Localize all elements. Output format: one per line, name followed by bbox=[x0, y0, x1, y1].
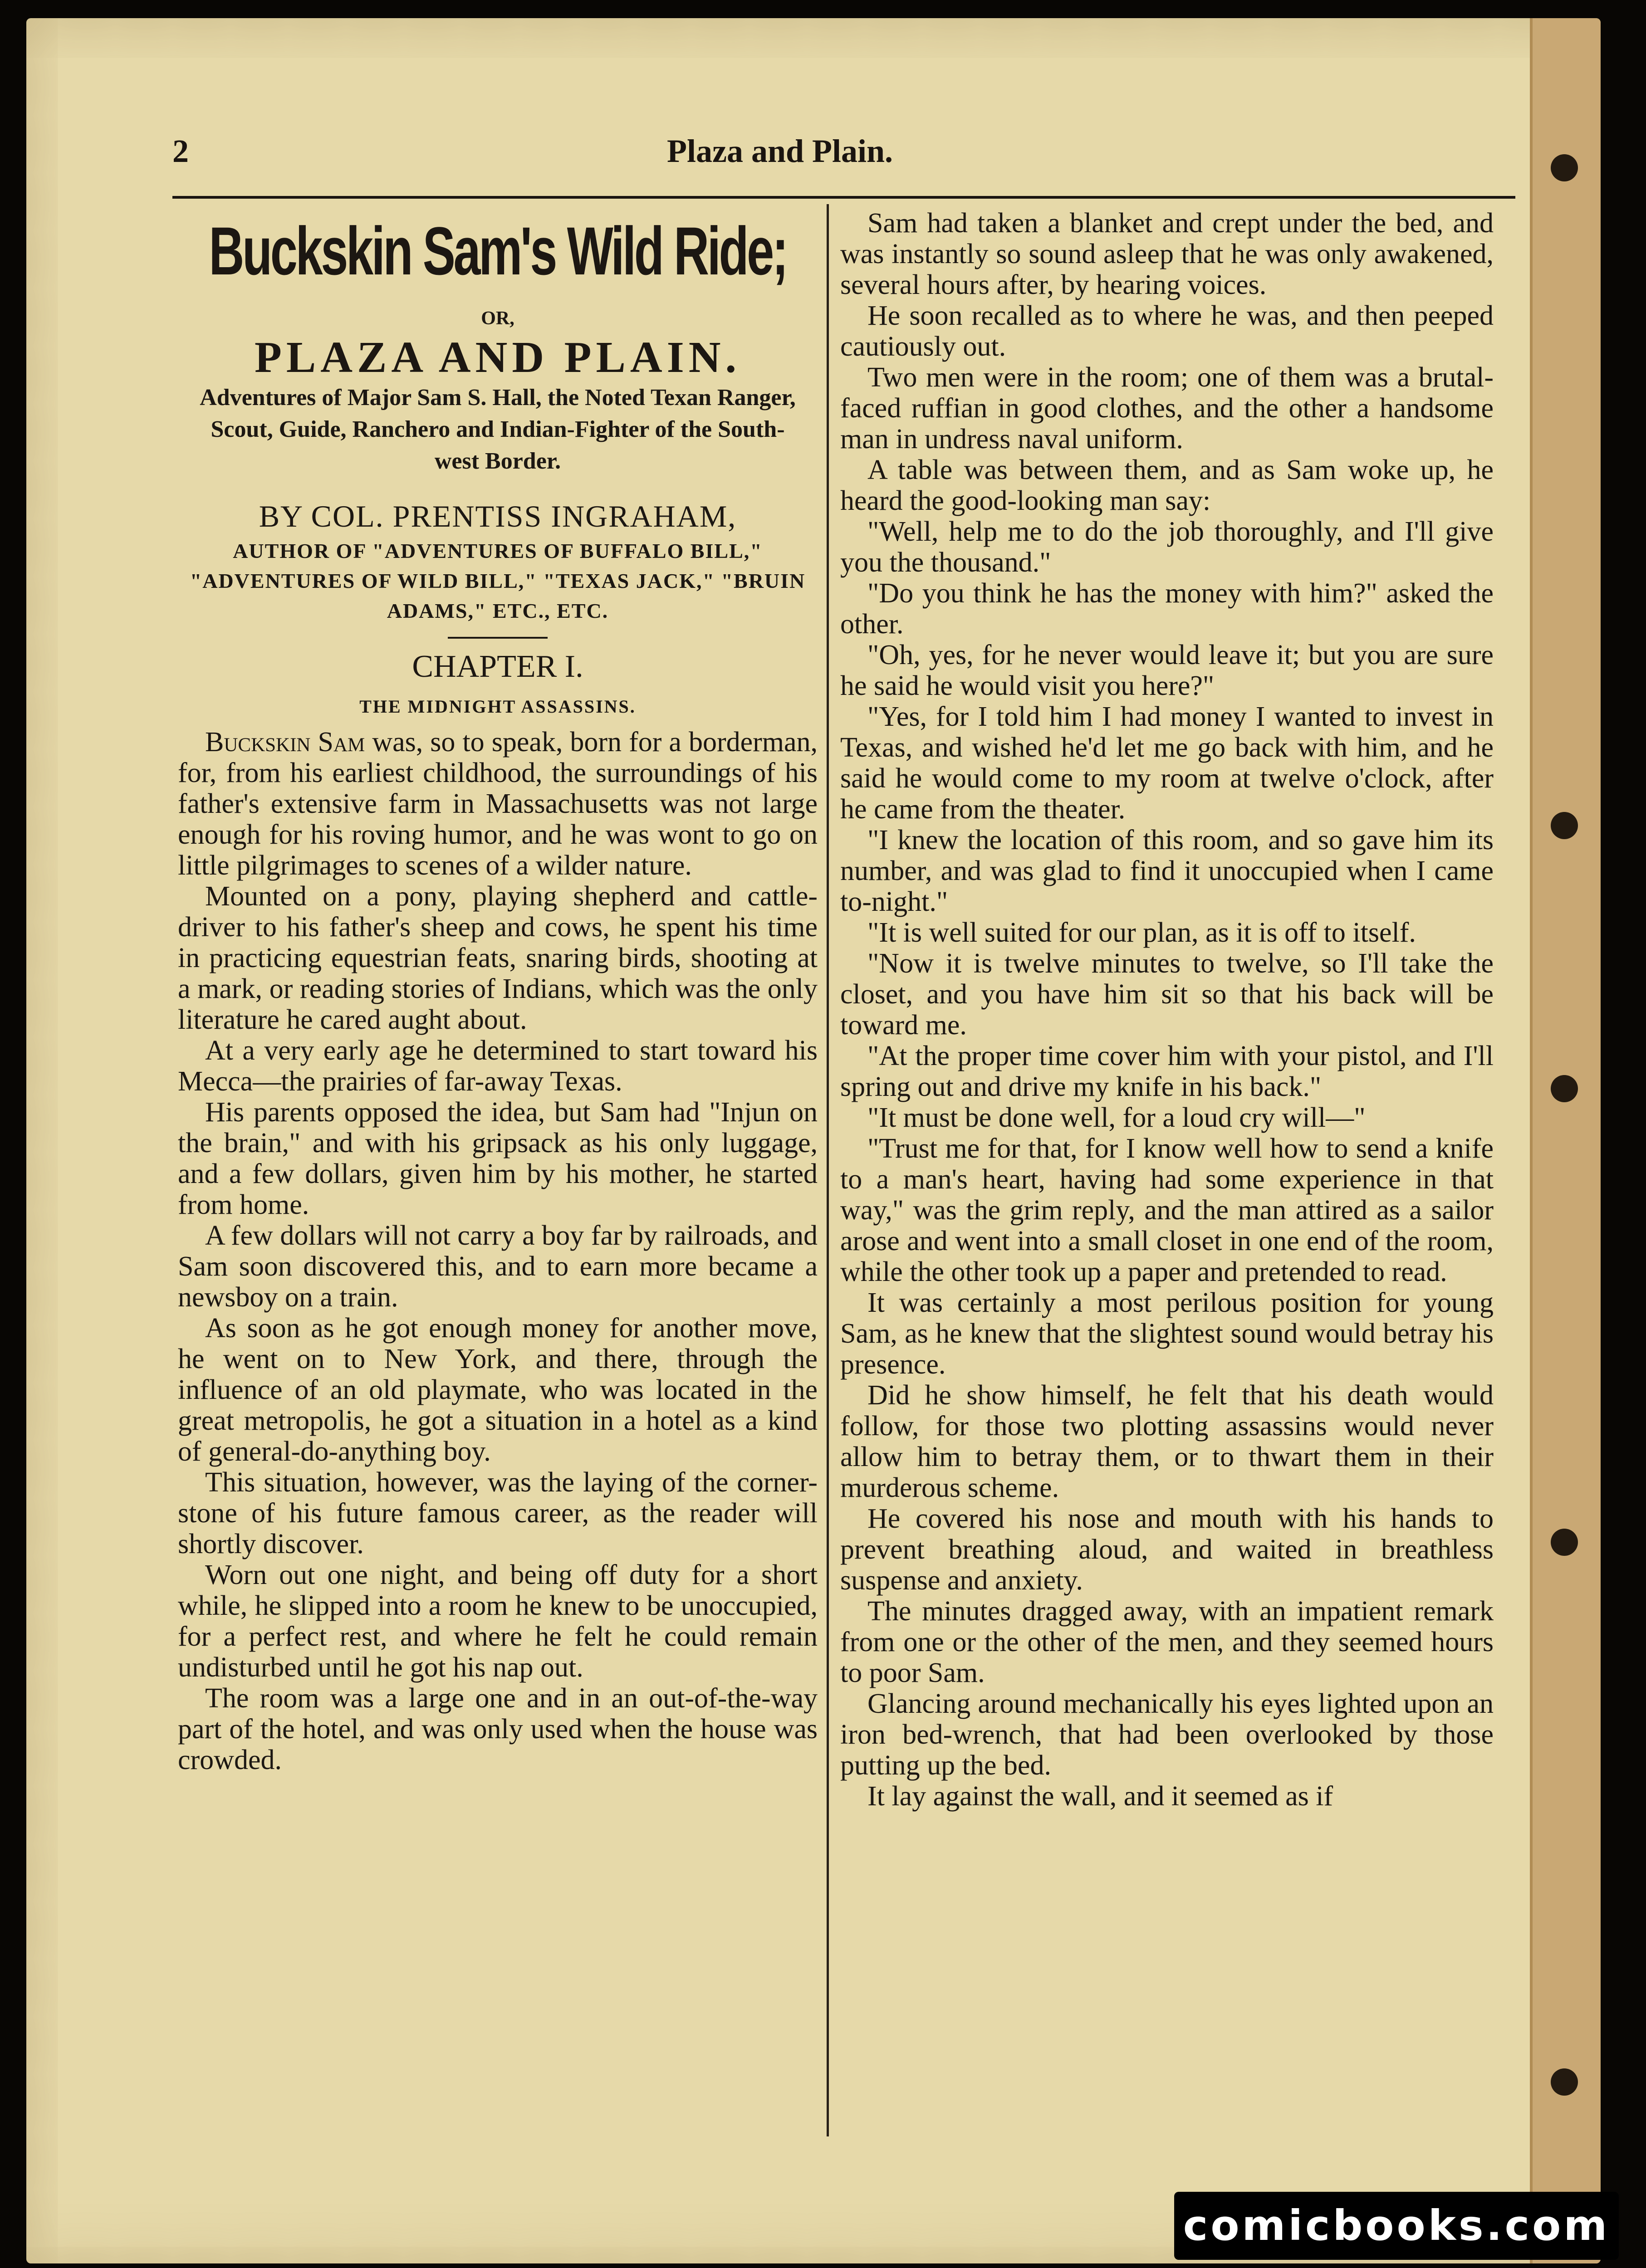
story-subtitle: PLAZA AND PLAIN. bbox=[254, 333, 741, 382]
paragraph: He soon recalled as to where he was, and then peeped cautiously out. bbox=[840, 300, 1494, 362]
paragraph: "Well, help me to do the job thoroughly, and I'll give you the thousand." bbox=[840, 516, 1494, 578]
paragraph: The minutes dragged away, with an impatient remark from one or the other of the men, and they seemed hours to poor Sam. bbox=[840, 1596, 1494, 1688]
paragraph: Two men were in the room; one of them was a brutal-faced ruffian in good clothes, and the other a handsome man in undress naval uniform. bbox=[840, 362, 1494, 455]
right-column bbox=[840, 208, 1494, 1812]
paragraph: Mounted on a pony, playing shepherd and cattle-driver to his father's sheep and cows, he spent his time in practicing equestrian feats, snaring birds, shooting at a mark, or reading stories of Indians, which was the only literature he cared aught about. bbox=[178, 881, 818, 1035]
stitch-mark bbox=[1551, 2068, 1578, 2096]
column-divider bbox=[827, 204, 829, 2136]
paragraph: It was certainly a most perilous position for young Sam, as he knew that the slightest sound would betray his presence. bbox=[840, 1287, 1494, 1380]
paragraph: "I knew the location of this room, and so gave him its number, and was glad to find it unoccupied when I came to-night." bbox=[840, 825, 1494, 917]
page-number: 2 bbox=[172, 133, 189, 169]
paragraph: "Now it is twelve minutes to twelve, so I'll take the closet, and you have him sit so that his back will be toward me. bbox=[840, 948, 1494, 1041]
paragraph: Worn out one night, and being off duty for a short while, he slipped into a room he knew to be unoccupied, for a perfect rest, and where he felt he could remain undisturbed until he got his nap out. bbox=[178, 1559, 818, 1683]
author-credits: AUTHOR OF "ADVENTURES OF BUFFALO BILL," "ADVENTURES OF WILD BILL," "TEXAS JACK," "BRUIN ADAMS," ETC., ETC. bbox=[190, 539, 806, 622]
paragraph: Did he show himself, he felt that his death would follow, for those two plotting assassins would never allow him to betray them, or to thwart them in their murderous scheme. bbox=[840, 1380, 1494, 1503]
byline: BY COL. PRENTISS INGRAHAM, bbox=[259, 499, 737, 533]
stitch-mark bbox=[1551, 1529, 1578, 1556]
paragraph: It lay against the wall, and it seemed as if bbox=[867, 1781, 1333, 1812]
short-rule bbox=[448, 637, 548, 639]
header-rule bbox=[172, 196, 1515, 199]
paragraph: "Do you think he has the money with him?" asked the other. bbox=[840, 578, 1494, 640]
paragraph: "It must be done well, for a loud cry will—" bbox=[867, 1102, 1366, 1133]
paragraph: At a very early age he determined to start toward his Mecca—the prairies of far-away Texas. bbox=[178, 1035, 818, 1097]
paragraph: A few dollars will not carry a boy far by railroads, and Sam soon discovered this, and to earn more became a newsboy on a train. bbox=[178, 1220, 818, 1313]
paragraph: His parents opposed the idea, but Sam had "Injun on the brain," and with his gripsack as his only luggage, and a few dollars, given him by his mother, he started from home. bbox=[178, 1097, 818, 1220]
paragraph: This situation, however, was the laying of the corner-stone of his future famous career, as the reader will shortly discover. bbox=[178, 1467, 818, 1559]
paragraph: "Yes, for I told him I had money I wanted to invest in Texas, and wished he'd let me go back with him, and he said he would come to my room at twelve o'clock, after he came from the theater. bbox=[840, 701, 1494, 825]
paragraph: "Oh, yes, for he never would leave it; but you are sure he said he would visit you here?" bbox=[840, 640, 1494, 701]
stitch-mark bbox=[1551, 154, 1578, 181]
paragraph: "It is well suited for our plan, as it is off to itself. bbox=[867, 917, 1416, 948]
story-descriptor: Adventures of Major Sam S. Hall, the Noted Texan Ranger, Scout, Guide, Ranchero and Indian-Fighter of the South-west Border. bbox=[200, 385, 796, 474]
paragraph: The room was a large one and in an out-of-the-way part of the hotel, and was only used when the house was crowded. bbox=[178, 1683, 818, 1775]
story-title: Buckskin Sam's Wild Ride; bbox=[209, 213, 787, 289]
paragraph: A table was between them, and as Sam woke up, he heard the good-looking man say: bbox=[840, 455, 1494, 516]
paragraph bbox=[178, 727, 818, 881]
title-or: OR, bbox=[481, 308, 514, 329]
stitch-mark bbox=[1551, 812, 1578, 839]
running-head: Plaza and Plain. bbox=[667, 133, 893, 169]
chapter-number: CHAPTER I. bbox=[412, 649, 583, 684]
paragraph-text: was, so to speak, born for a borderman, for, from his earliest childhood, the surroundings of his father's extensive farm in Massachusetts was not large enough for his roving humor, and he was wont to go on little pilgrimages to scenes of a wilder nature. bbox=[178, 727, 818, 881]
binding-spine bbox=[1530, 18, 1601, 2263]
opening-smallcaps: Buckskin Sam bbox=[205, 727, 365, 758]
paragraph: Sam had taken a blanket and crept under the bed, and was instantly so sound asleep that he was only awakened, several hours after, by hearing voices. bbox=[840, 208, 1494, 300]
paragraph: "At the proper time cover him with your pistol, and I'll spring out and drive my knife in his back." bbox=[840, 1041, 1494, 1102]
paragraph: He covered his nose and mouth with his hands to prevent breathing aloud, and waited in breathless suspense and anxiety. bbox=[840, 1503, 1494, 1596]
left-column bbox=[178, 208, 818, 1775]
chapter-title: THE MIDNIGHT ASSASSINS. bbox=[359, 696, 636, 717]
stitch-mark bbox=[1551, 1075, 1578, 1102]
site-watermark: comicbooks.com bbox=[1174, 2192, 1619, 2260]
page-header bbox=[172, 132, 1515, 196]
paragraph: "Trust me for that, for I know well how to send a knife to a man's heart, having had some experience in that way," was the grim reply, and the man attired as a sailor arose and went into a small closet in one end of the room, while the other took up a paper and pretended to read. bbox=[840, 1133, 1494, 1287]
paragraph: As soon as he got enough money for another move, he went on to New York, and there, through the influence of an old playmate, who was located in the great metropolis, he got a situation in a hotel as a kind of general-do-anything boy. bbox=[178, 1313, 818, 1467]
paragraph: Glancing around mechanically his eyes lighted upon an iron bed-wrench, that had been overlooked by those putting up the bed. bbox=[840, 1688, 1494, 1781]
